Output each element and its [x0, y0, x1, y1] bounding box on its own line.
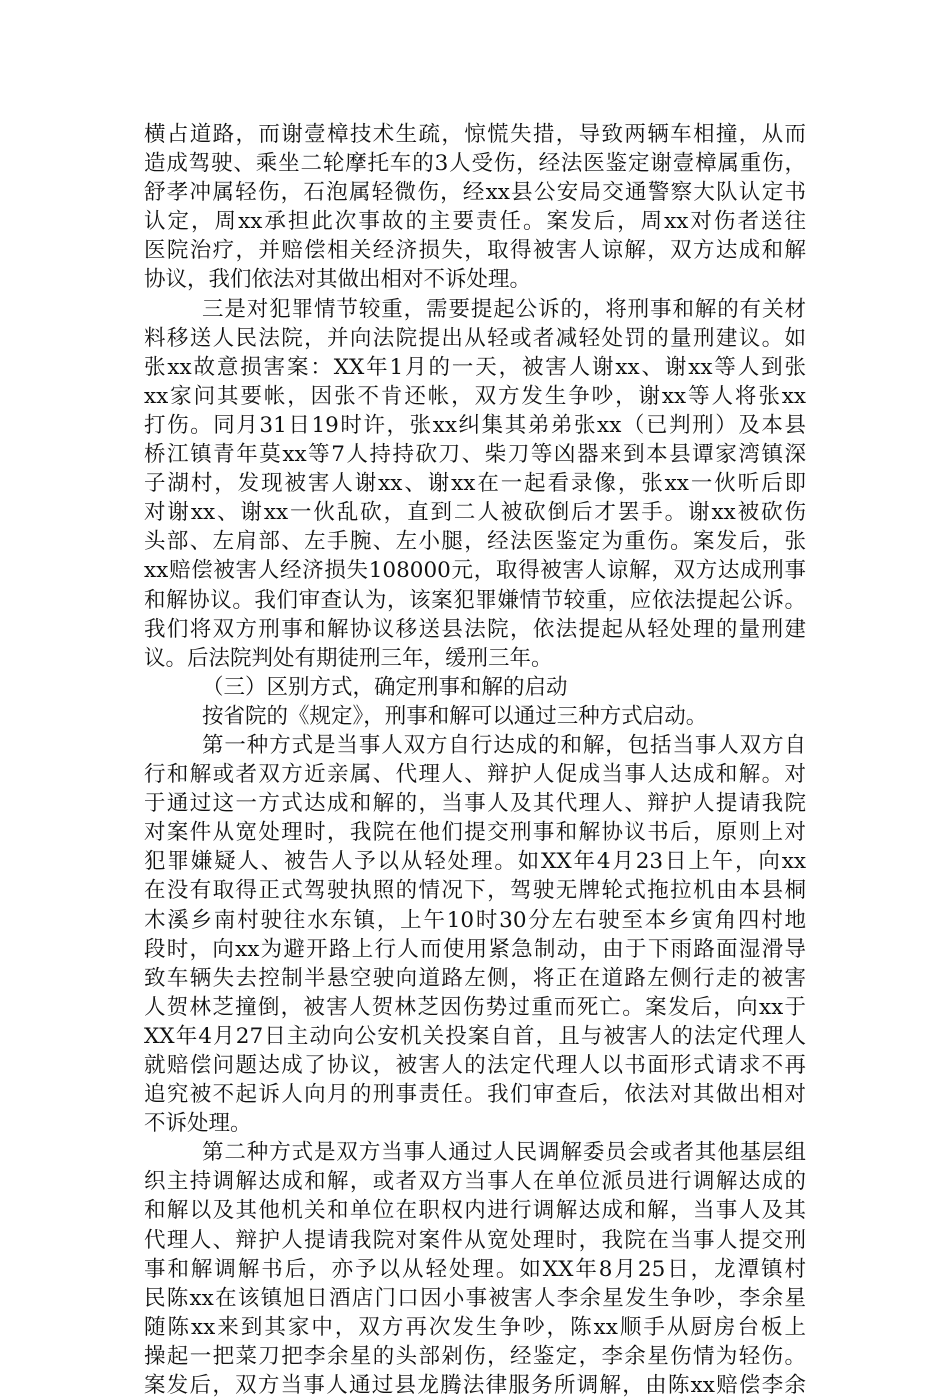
- text-line: 民陈xx在该镇旭日酒店门口因小事被害人李余星发生争吵，李余星: [144, 1285, 806, 1311]
- text-line: 行和解或者双方近亲属、代理人、辩护人促成当事人达成和解。对: [144, 762, 806, 788]
- text-line: 议。后法院判处有期徒刑三年，缓刑三年。: [144, 645, 553, 671]
- text-line: 事和解调解书后，亦予以从轻处理。如XX年8月25日，龙潭镇村: [144, 1256, 806, 1282]
- text-line: 认定，周xx承担此次事故的主要责任。案发后，周xx对伤者送往: [144, 209, 806, 235]
- text-line: 头部、左肩部、左手腕、左小腿，经法医鉴定为重伤。案发后，张: [144, 529, 806, 555]
- text-line: 张xx故意损害案：XX年1月的一天，被害人谢xx、谢xx等人到张: [144, 354, 806, 380]
- text-line: 于通过这一方式达成和解的，当事人及其代理人、辩护人提请我院: [144, 791, 806, 817]
- text-line: 和解以及其他机关和单位在职权内进行调解达成和解，当事人及其: [144, 1198, 806, 1224]
- text-line: 不诉处理。: [144, 1111, 252, 1137]
- text-line: 人贺林芝撞倒，被害人贺林芝因伤势过重而死亡。案发后，向xx于: [144, 994, 806, 1020]
- text-line: 子湖村，发现被害人谢xx、谢xx在一起看录像，张xx一伙听后即: [144, 471, 806, 497]
- text-line: 料移送人民法院，并向法院提出从轻或者减轻处罚的量刑建议。如: [144, 325, 806, 351]
- text-line: 第二种方式是双方当事人通过人民调解委员会或者其他基层组: [202, 1140, 806, 1166]
- text-line: 随陈xx来到其家中，双方再次发生争吵，陈xx顺手从厨房台板上: [144, 1314, 806, 1340]
- text-line: 我们将双方刑事和解协议移送县法院，依法提起从轻处理的量刑建: [144, 616, 806, 642]
- text-line: 对谢xx、谢xx一伙乱砍，直到二人被砍倒后才罢手。谢xx被砍伤: [144, 500, 806, 526]
- text-line: 案发后，双方当事人通过县龙腾法律服务所调解，由陈xx赔偿李余: [144, 1373, 806, 1399]
- text-line: 打伤。同月31日19时许，张xx纠集其弟弟张xx（已判刑）及本县: [144, 412, 806, 438]
- text-line: 在没有取得正式驾驶执照的情况下，驾驶无牌轮式拖拉机由本县桐: [144, 878, 806, 904]
- text-line: 就赔偿问题达成了协议，被害人的法定代理人以书面形式请求不再: [144, 1053, 806, 1078]
- text-line: xx家问其要帐，因张不肯还帐，双方发生争吵，谢xx等人将张xx: [144, 383, 806, 409]
- text-line: 代理人、辩护人提请我院对案件从宽处理时，我院在当事人提交刑: [144, 1227, 806, 1253]
- text-line: 对案件从宽处理时，我院在他们提交刑事和解协议书后，原则上对: [144, 820, 806, 846]
- text-line: xx赔偿被害人经济损失108000元，取得被害人谅解，双方达成刑事: [144, 558, 806, 584]
- text-line: 段时，向xx为避开路上行人而使用紧急制动，由于下雨路面湿滑导: [144, 936, 806, 962]
- text-line: 和解协议。我们审查认为，该案犯罪嫌情节较重，应依法提起公诉。: [144, 587, 806, 613]
- text-line: 协议，我们依法对其做出相对不诉处理。: [144, 267, 532, 293]
- text-line: 横占道路，而谢壹樟技术生疏，惊慌失措，导致两辆车相撞，从而: [144, 122, 806, 147]
- text-line: 第一种方式是当事人双方自行达成的和解，包括当事人双方自: [202, 732, 806, 758]
- text-line: 造成驾驶、乘坐二轮摩托车的3人受伤，经法医鉴定谢壹樟属重伤，: [144, 151, 806, 177]
- text-line: 木溪乡南村驶往水东镇，上午10时30分左右驶至本乡寅角四村地: [144, 907, 806, 933]
- text-line: （三）区别方式，确定刑事和解的启动: [202, 674, 568, 700]
- text-line: 致车辆失去控制半悬空驶向道路左侧，将正在道路左侧行走的被害: [144, 965, 806, 991]
- text-line: 按省院的《规定》，刑事和解可以通过三种方式启动。: [202, 703, 708, 729]
- text-line: 追究被不起诉人向月的刑事责任。我们审查后，依法对其做出相对: [144, 1082, 806, 1108]
- text-line: 桥江镇青年莫xx等7人持持砍刀、柴刀等凶器来到本县谭家湾镇深: [144, 442, 806, 468]
- text-line: 舒孝冲属轻伤，石泡属轻微伤，经xx县公安局交通警察大队认定书: [144, 180, 806, 206]
- text-line: 织主持调解达成和解，或者双方当事人在单位派员进行调解达成的: [144, 1169, 806, 1195]
- text-line: 三是对犯罪情节较重，需要提起公诉的，将刑事和解的有关材: [202, 296, 806, 322]
- text-line: 操起一把菜刀把李余星的头部剁伤，经鉴定，李余星伤情为轻伤。: [144, 1343, 806, 1369]
- text-line: 医院治疗，并赔偿相关经济损失，取得被害人谅解，双方达成和解: [144, 238, 806, 264]
- text-line: 犯罪嫌疑人、被告人予以从轻处理。如XX年4月23日上午，向xx: [144, 849, 806, 875]
- text-line: XX年4月27日主动向公安机关投案自首，且与被害人的法定代理人: [144, 1023, 806, 1049]
- document-page: [144, 120, 806, 1400]
